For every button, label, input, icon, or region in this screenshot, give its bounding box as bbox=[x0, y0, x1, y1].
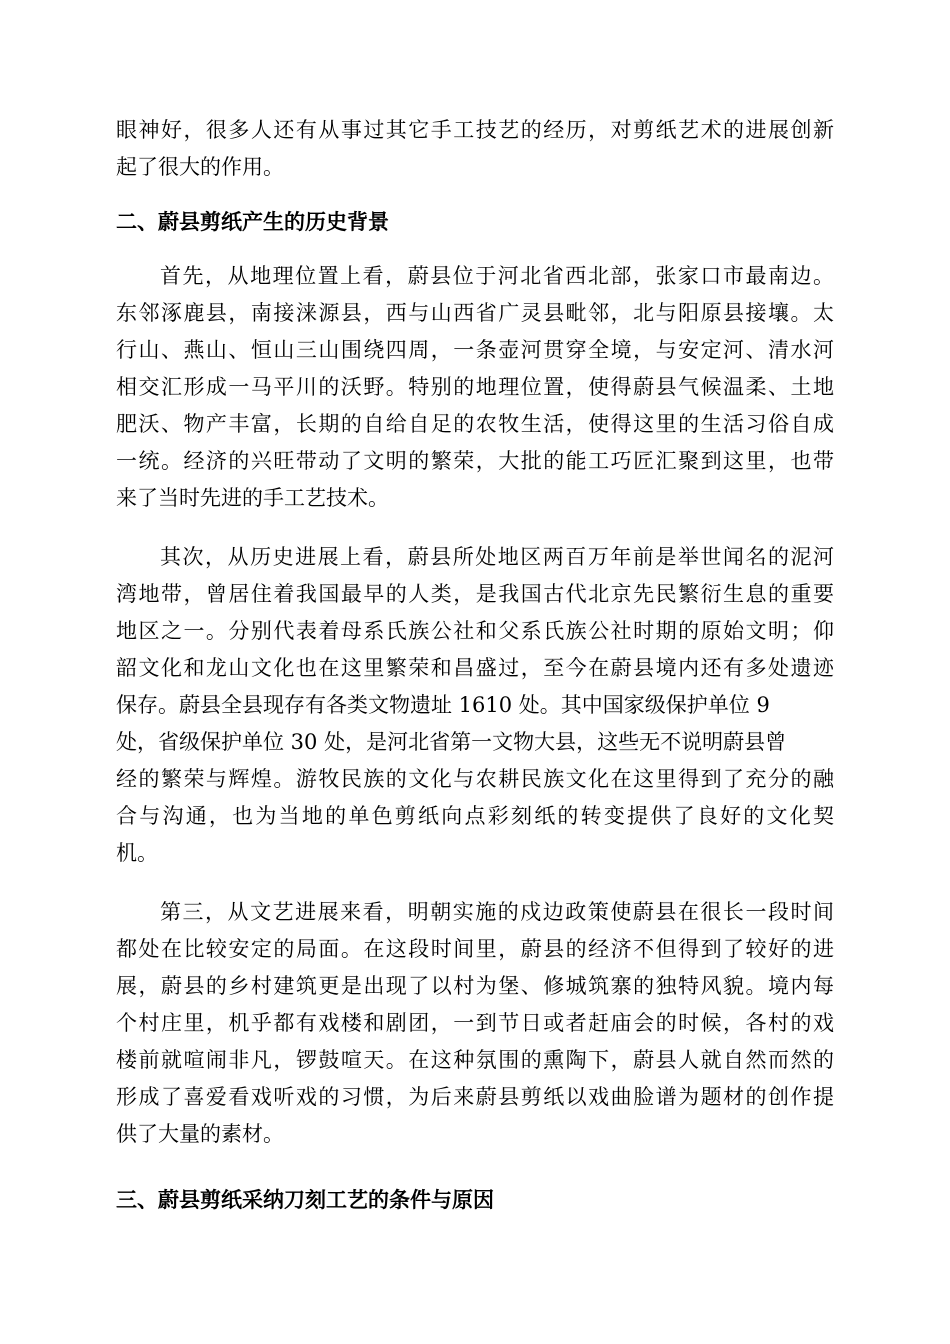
paragraph-line: 合与沟通，也为当地的单色剪纸向点彩刻纸的转变提供了良好的文化契 bbox=[116, 804, 834, 828]
paragraph-line: 形成了喜爱看戏听戏的习惯，为后来蔚县剪纸以戏曲脸谱为题材的创作提 bbox=[116, 1085, 834, 1109]
paragraph-line: 处，省级保护单位 30 处，是河北省第一文物大县，这些无不说明蔚县曾 bbox=[116, 730, 787, 754]
paragraph-line: 来了当时先进的手工艺技术。 bbox=[116, 486, 389, 510]
paragraph-line: 机。 bbox=[116, 841, 158, 865]
section-heading: 二、蔚县剪纸产生的历史背景 bbox=[116, 210, 389, 234]
paragraph-line: 相交汇形成一马平川的沃野。特别的地理位置，使得蔚县气候温柔、土地 bbox=[116, 375, 834, 399]
paragraph-line: 肥沃、物产丰富，长期的自给自足的农牧生活，使得这里的生活习俗自成 bbox=[116, 412, 834, 436]
paragraph-line: 首先，从地理位置上看，蔚县位于河北省西北部，张家口市最南边。 bbox=[160, 264, 834, 288]
paragraph-line: 起了很大的作用。 bbox=[116, 155, 284, 179]
paragraph-line: 保存。蔚县全县现存有各类文物遗址 1610 处。其中国家级保护单位 9 bbox=[116, 693, 770, 717]
paragraph-line: 展，蔚县的乡村建筑更是出现了以村为堡、修城筑寨的独特风貌。境内每 bbox=[116, 974, 834, 998]
paragraph-line: 个村庄里，机乎都有戏楼和剧团，一到节日或者赶庙会的时候，各村的戏 bbox=[116, 1011, 834, 1035]
paragraph-line: 都处在比较安定的局面。在这段时间里，蔚县的经济不但得到了较好的进 bbox=[116, 937, 834, 961]
paragraph-line: 楼前就喧闹非凡，锣鼓喧天。在这种氛围的熏陶下，蔚县人就自然而然的 bbox=[116, 1048, 834, 1072]
section-heading: 三、蔚县剪纸采纳刀刻工艺的条件与原因 bbox=[116, 1188, 494, 1212]
paragraph-line: 湾地带，曾居住着我国最早的人类，是我国古代北京先民繁衍生息的重要 bbox=[116, 582, 834, 606]
paragraph-line: 韶文化和龙山文化也在这里繁荣和昌盛过，至今在蔚县境内还有多处遗迹 bbox=[116, 656, 834, 680]
paragraph-line: 眼神好，很多人还有从事过其它手工技艺的经历，对剪纸艺术的进展创新 bbox=[116, 118, 834, 142]
paragraph-line: 经的繁荣与辉煌。游牧民族的文化与农耕民族文化在这里得到了充分的融 bbox=[116, 767, 834, 791]
paragraph-line: 地区之一。分别代表着母系氏族公社和父系氏族公社时期的原始文明；仰 bbox=[116, 619, 834, 643]
paragraph-line: 东邻涿鹿县，南接涞源县，西与山西省广灵县毗邻，北与阳原县接壤。太 bbox=[116, 301, 834, 325]
paragraph-line: 供了大量的素材。 bbox=[116, 1122, 284, 1146]
paragraph-line: 行山、燕山、恒山三山围绕四周，一条壶河贯穿全境，与安定河、清水河 bbox=[116, 338, 834, 362]
paragraph-line: 其次，从历史进展上看，蔚县所处地区两百万年前是举世闻名的泥河 bbox=[160, 545, 834, 569]
paragraph-line: 一统。经济的兴旺带动了文明的繁荣，大批的能工巧匠汇聚到这里，也带 bbox=[116, 449, 834, 473]
paragraph-line: 第三，从文艺进展来看，明朝实施的戍边政策使蔚县在很长一段时间 bbox=[160, 900, 834, 924]
